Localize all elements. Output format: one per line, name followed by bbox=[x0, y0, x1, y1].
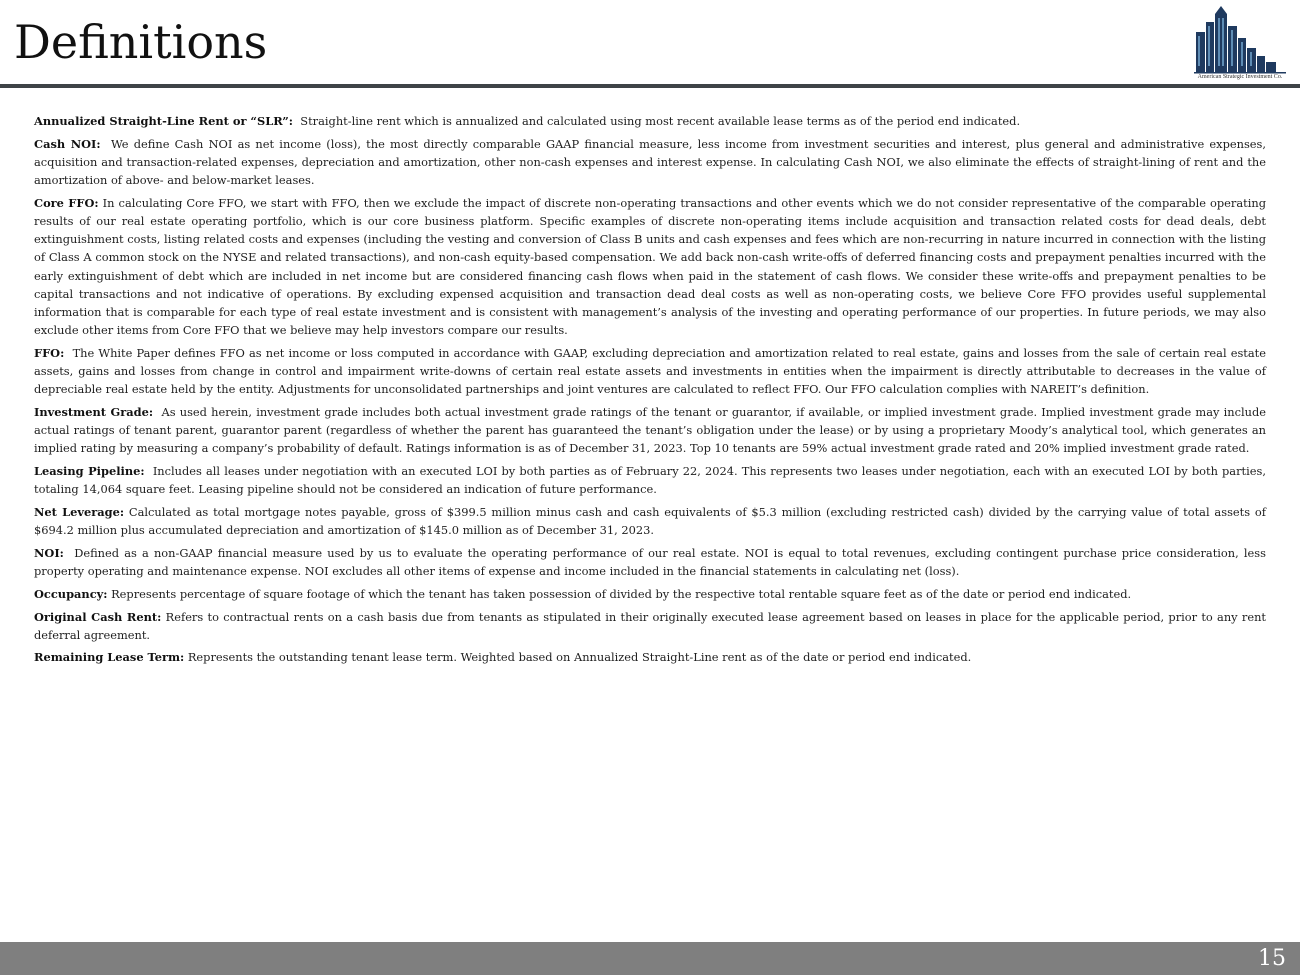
definitions-list bbox=[34, 112, 1266, 671]
definition-term: Original Cash Rent: bbox=[34, 609, 162, 624]
definition-text: The White Paper defines FFO as net income or loss computed in accordance with GAAP, excluding depreciation and amortization related to real estate, gains and losses from the sale of certain real estate assets, gains and losses from change in control and impairment write-downs of certain real estate assets and investments in entities when the impairment is directly attributable to decreases in the value of depreciable real estate held by the entity. Adjustments for unconsolidated partnerships and joint ventures are calculated to reflect FFO. Our FFO calculation complies with NAREIT’s definition. bbox=[34, 345, 1266, 397]
definition-ffo bbox=[34, 344, 1266, 399]
header-divider bbox=[0, 84, 1300, 88]
definition-term: Investment Grade: bbox=[34, 405, 154, 420]
definition-text: In calculating Core FFO, we start with FFO, then we exclude the impact of discrete non-operating transactions and other events which we do not consider representative of the comparable operating results of our real estate operating portfolio, which is our core business platform. Specific examples of discrete non-operating items include acquisition and transaction related costs for dead deals, debt extinguishment costs, listing related costs and expenses (including the vesting and conversion of Class B units and cash expenses and fees which are non-recurring in nature incurred in connection with the listing of Class A common stock on the NYSE and related transactions), and non-cash equity-based compensation. We add back non-cash write-offs of deferred financing costs and prepayment penalties incurred with the early extinguishment of debt which are included in net income but are considered financing cash flows when paid in the statement of cash flows. We consider these write-offs and prepayment penalties to be capital transactions and not indicative of operations. By excluding expensed acquisition and transaction dead deal costs as well as non-operating costs, we believe Core FFO provides useful supplemental information that is comparable for each type of real estate investment and is consistent with management’s analysis of the investing and operating performance of our properties. In future periods, we may also exclude other items from Core FFO that we believe may help investors compare our results. bbox=[34, 195, 1266, 338]
definition-term: Core FFO: bbox=[34, 195, 99, 210]
definition-net-leverage bbox=[34, 503, 1266, 539]
definition-noi bbox=[34, 544, 1266, 580]
definition-term: FFO: bbox=[34, 345, 65, 360]
definition-term: Cash NOI: bbox=[34, 136, 101, 151]
page-number: 15 bbox=[1258, 946, 1286, 971]
definition-term: Occupancy: bbox=[34, 586, 108, 601]
definition-text: Represents the outstanding tenant lease term. Weighted based on Annualized Straight-Line rent as of the date or period end indicated. bbox=[187, 650, 972, 665]
definition-text: Includes all leases under negotiation with an executed LOI by both parties as of February 22, 2024. This represents two leases under negotiation, each with an executed LOI by both parties, totaling 14,064 square feet. Leasing pipeline should not be considered an indication of future performance. bbox=[34, 464, 1266, 497]
definition-leasing-pipeline bbox=[34, 462, 1266, 498]
definition-text: Defined as a non-GAAP financial measure used by us to evaluate the operating performance of our real estate. NOI is equal to total revenues, excluding contingent purchase price consideration, less property operating and maintenance expense. NOI excludes all other items of expense and income included in the financial statements in calculating net (loss). bbox=[34, 545, 1266, 579]
definition-core-ffo bbox=[34, 194, 1266, 340]
definition-text: Straight-line rent which is annualized and calculated using most recent available lease terms as of the period end indicated. bbox=[300, 114, 1021, 128]
definition-original-cash-rent bbox=[34, 608, 1266, 644]
footer-bar bbox=[0, 942, 1300, 975]
definition-text: Represents percentage of square footage of which the tenant has taken possession of divided by the respective total rentable square feet as of the date or period end indicated. bbox=[111, 586, 1132, 601]
definition-investment-grade bbox=[34, 403, 1266, 458]
definition-text: As used herein, investment grade includes both actual investment grade ratings of the tenant or guarantor, if available, or implied investment grade. Implied investment grade may include actual ratings of tenant parent, guarantor parent (regardless of whether the parent has guaranteed the tenant’s obligation under the lease) or by using a proprietary Moody’s analytical tool, which generates an implied rating by measuring a company’s probability of default. Ratings information is as of December 31, 2023. Top 10 tenants are 59% actual investment grade rated and 20% implied investment grade rated. bbox=[34, 405, 1266, 456]
definition-annualized-straight-line-rent bbox=[34, 112, 1266, 130]
definition-text: Refers to contractual rents on a cash basis due from tenants as stipulated in their originally executed lease agreement based on leases in place for the applicable period, prior to any rent deferral agreement. bbox=[34, 609, 1266, 642]
definition-cash-noi bbox=[34, 135, 1266, 190]
definition-term: Remaining Lease Term: bbox=[34, 650, 185, 665]
logo-caption: American Strategic Investment Co. bbox=[1197, 74, 1283, 80]
definition-text: We define Cash NOI as net income (loss), the most directly comparable GAAP financial measure, less income from investment securities and interest, plus general and administrative expenses, acquisition and transaction-related expenses, depreciation and amortization, other non-cash expenses and interest expense. In calculating Cash NOI, we also eliminate the effects of straight-lining of rent and the amortization of above- and below-market leases. bbox=[34, 136, 1266, 188]
definition-term: Net Leverage: bbox=[34, 505, 125, 520]
definition-term: Annualized Straight-Line Rent or “SLR”: bbox=[34, 114, 294, 128]
definition-text: Calculated as total mortgage notes payable, gross of $399.5 million minus cash and cash equivalents of $5.3 million (excluding restricted cash) divided by the carrying value of total assets of $694.2 million plus accumulated depreciation and amortization of $145.0 million as of December 31, 2023. bbox=[34, 505, 1266, 538]
page-title: Definitions bbox=[14, 15, 268, 69]
company-logo bbox=[1192, 4, 1288, 84]
city-skyline-logo-icon bbox=[1192, 4, 1288, 74]
definition-term: NOI: bbox=[34, 545, 64, 560]
definition-occupancy bbox=[34, 585, 1266, 603]
definition-term: Leasing Pipeline: bbox=[34, 464, 145, 479]
definition-remaining-lease-term bbox=[34, 648, 1266, 666]
